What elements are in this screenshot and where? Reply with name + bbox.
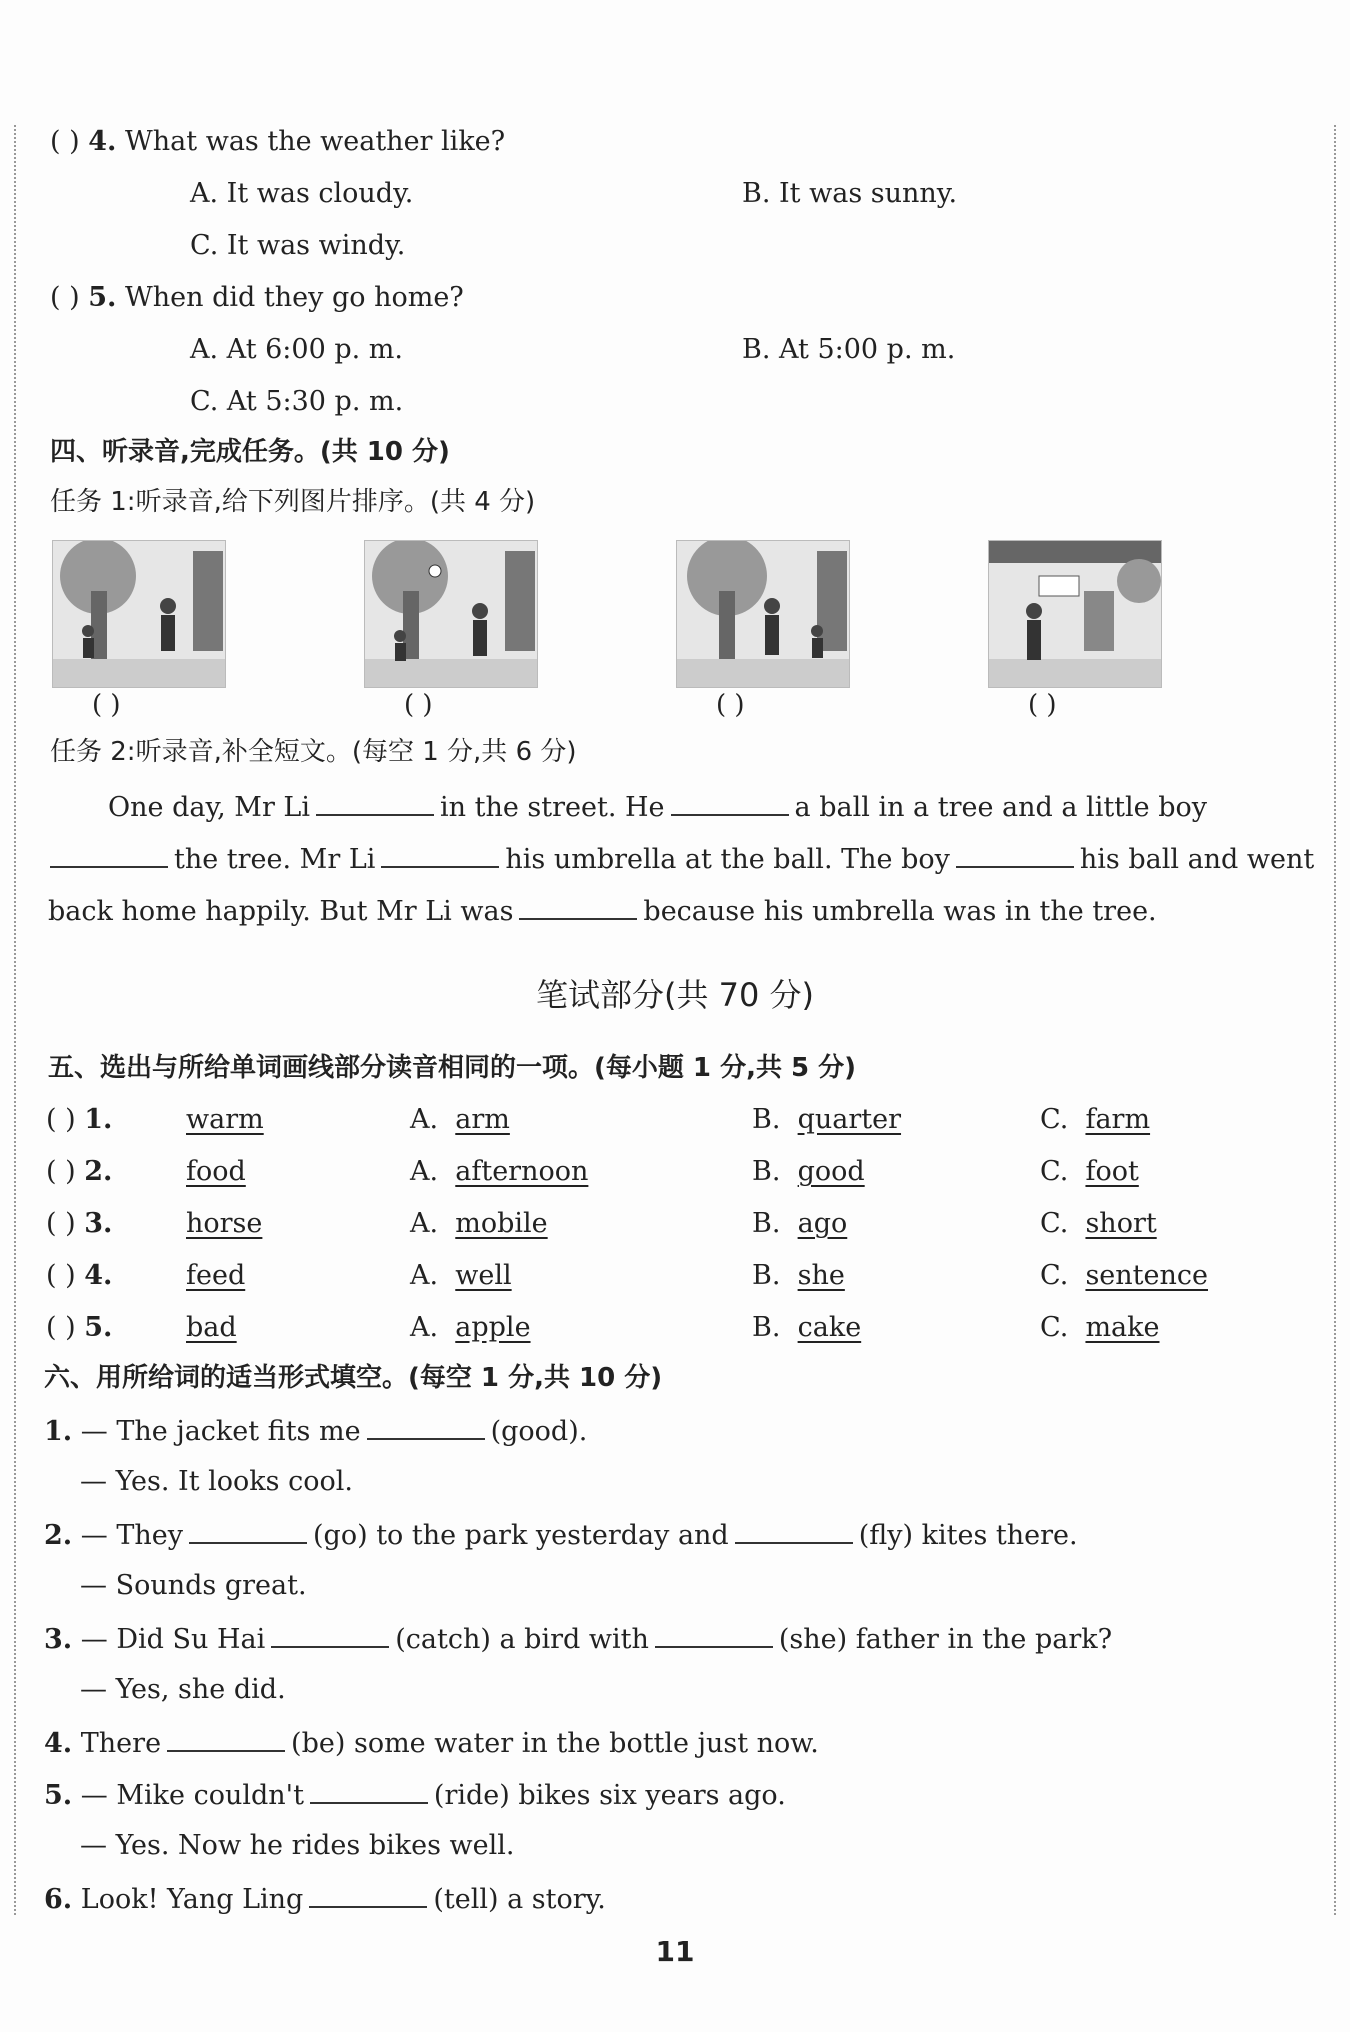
option-c[interactable] bbox=[1040, 1154, 1139, 1190]
option-b[interactable] bbox=[752, 1154, 865, 1190]
given-word-cell bbox=[186, 1258, 245, 1294]
given-word-cell bbox=[186, 1154, 246, 1190]
passage-text: back home happily. But Mr Li was bbox=[48, 896, 514, 927]
picture-4 bbox=[988, 540, 1162, 688]
fill-5 bbox=[44, 1776, 786, 1814]
answer-paren[interactable]: ( ) bbox=[46, 1208, 76, 1239]
fill-3 bbox=[44, 1620, 1112, 1658]
blank[interactable] bbox=[956, 840, 1074, 868]
item-text: (she) father in the park? bbox=[778, 1624, 1113, 1655]
question-5 bbox=[50, 280, 464, 316]
street-man-picture bbox=[989, 541, 1161, 687]
option-word: apple bbox=[455, 1312, 531, 1343]
picture-2 bbox=[364, 540, 538, 688]
answer-paren[interactable]: ( ) bbox=[46, 1104, 76, 1135]
option-letter: A. bbox=[410, 1104, 439, 1135]
option-letter: A. bbox=[410, 1312, 439, 1343]
section-6-title: 六、用所给词的适当形式填空。(每空 1 分,共 10 分) bbox=[44, 1363, 663, 1393]
blank[interactable] bbox=[735, 1516, 853, 1544]
option-a: A. It was cloudy. bbox=[190, 178, 414, 209]
picture-2-answer[interactable]: ( ) bbox=[404, 690, 433, 720]
option-a[interactable] bbox=[410, 1206, 548, 1242]
option-letter: C. bbox=[1040, 1156, 1069, 1187]
option-c[interactable] bbox=[1040, 1102, 1150, 1138]
item-text: — Mike couldn't bbox=[80, 1780, 304, 1811]
option-c[interactable] bbox=[1040, 1206, 1157, 1242]
blank[interactable] bbox=[50, 840, 168, 868]
option-word: good bbox=[797, 1156, 865, 1187]
blank[interactable] bbox=[655, 1620, 773, 1648]
picture-3 bbox=[676, 540, 850, 688]
item-number: 3. bbox=[44, 1624, 73, 1655]
answer-paren[interactable]: ( ) bbox=[50, 126, 80, 157]
picture-1 bbox=[52, 540, 226, 688]
item-number: 6. bbox=[44, 1884, 73, 1915]
question-4 bbox=[50, 124, 505, 160]
phonics-row-3 bbox=[46, 1206, 112, 1242]
phonics-row-2 bbox=[46, 1154, 112, 1190]
item-number: 5. bbox=[84, 1312, 113, 1343]
option-word: farm bbox=[1085, 1104, 1151, 1135]
item-text: — The jacket fits me bbox=[80, 1416, 361, 1447]
passage-line-2 bbox=[44, 840, 1314, 878]
option-a: A. At 6:00 p. m. bbox=[190, 334, 403, 365]
blank[interactable] bbox=[310, 1776, 428, 1804]
fill-2 bbox=[44, 1516, 1078, 1554]
item-number: 2. bbox=[84, 1156, 113, 1187]
option-word: afternoon bbox=[455, 1156, 589, 1187]
option-c[interactable] bbox=[1040, 1258, 1208, 1294]
item-number: 2. bbox=[44, 1520, 73, 1551]
passage-line-3 bbox=[48, 892, 1157, 930]
item-number: 5. bbox=[44, 1780, 73, 1811]
tree-ball-picture bbox=[365, 541, 537, 687]
item-text: (go) to the park yesterday and bbox=[313, 1520, 729, 1551]
item-text: — They bbox=[80, 1520, 183, 1551]
passage-text: the tree. Mr Li bbox=[174, 844, 376, 875]
given-word: horse bbox=[186, 1208, 263, 1239]
given-word: feed bbox=[186, 1260, 246, 1291]
passage-line-1 bbox=[108, 788, 1207, 826]
task-1-title: 任务 1:听录音,给下列图片排序。(共 4 分) bbox=[50, 487, 536, 517]
option-a[interactable] bbox=[410, 1310, 531, 1346]
tree-man-picture bbox=[677, 541, 849, 687]
option-b: B. At 5:00 p. m. bbox=[742, 334, 956, 365]
item-number: 1. bbox=[44, 1416, 73, 1447]
passage-text: his umbrella at the ball. The boy bbox=[505, 844, 950, 875]
option-word: sentence bbox=[1085, 1260, 1208, 1291]
option-letter: A. bbox=[410, 1260, 439, 1291]
option-letter: C. bbox=[1040, 1312, 1069, 1343]
item-number: 1. bbox=[84, 1104, 113, 1135]
answer-paren[interactable]: ( ) bbox=[46, 1156, 76, 1187]
option-word: make bbox=[1085, 1312, 1160, 1343]
given-word-cell bbox=[186, 1102, 264, 1138]
blank[interactable] bbox=[381, 840, 499, 868]
item-number: 4. bbox=[84, 1260, 113, 1291]
left-margin-line bbox=[14, 125, 16, 1915]
fill-2-reply: — Sounds great. bbox=[80, 1570, 307, 1601]
option-word: short bbox=[1085, 1208, 1157, 1239]
item-text: (fly) kites there. bbox=[858, 1520, 1078, 1551]
blank[interactable] bbox=[316, 788, 434, 816]
page-number: 11 bbox=[655, 1935, 695, 1968]
answer-paren[interactable]: ( ) bbox=[50, 282, 80, 313]
option-letter: A. bbox=[410, 1208, 439, 1239]
blank[interactable] bbox=[189, 1516, 307, 1544]
section-4-title: 四、听录音,完成任务。(共 10 分) bbox=[50, 437, 450, 467]
item-text: (ride) bikes six years ago. bbox=[433, 1780, 786, 1811]
blank[interactable] bbox=[671, 788, 789, 816]
picture-1-answer[interactable]: ( ) bbox=[92, 690, 121, 720]
answer-paren[interactable]: ( ) bbox=[46, 1260, 76, 1291]
option-a[interactable] bbox=[410, 1258, 512, 1294]
option-word: arm bbox=[455, 1104, 510, 1135]
given-word: bad bbox=[186, 1312, 237, 1343]
item-number: 3. bbox=[84, 1208, 113, 1239]
option-letter: B. bbox=[752, 1260, 781, 1291]
item-text: There bbox=[80, 1728, 162, 1759]
fill-5-reply: — Yes. Now he rides bikes well. bbox=[80, 1830, 515, 1861]
phonics-row-1 bbox=[46, 1102, 112, 1138]
given-word-cell bbox=[186, 1206, 262, 1242]
passage-text: One day, Mr Li bbox=[108, 792, 310, 823]
option-word: ago bbox=[797, 1208, 848, 1239]
passage-text: a ball in a tree and a little boy bbox=[794, 792, 1208, 823]
option-letter: A. bbox=[410, 1156, 439, 1187]
option-b[interactable] bbox=[752, 1258, 845, 1294]
blank[interactable] bbox=[271, 1620, 389, 1648]
option-letter: B. bbox=[752, 1312, 781, 1343]
option-c: C. At 5:30 p. m. bbox=[190, 386, 404, 417]
question-text: What was the weather like? bbox=[125, 126, 506, 157]
fill-6 bbox=[44, 1880, 606, 1918]
blank[interactable] bbox=[309, 1880, 427, 1908]
item-text: (tell) a story. bbox=[433, 1884, 606, 1915]
item-text: — Did Su Hai bbox=[80, 1624, 266, 1655]
question-text: When did they go home? bbox=[125, 282, 464, 313]
blank[interactable] bbox=[167, 1724, 285, 1752]
task-2-title: 任务 2:听录音,补全短文。(每空 1 分,共 6 分) bbox=[50, 737, 577, 767]
given-word-cell bbox=[186, 1310, 237, 1346]
phonics-row-4 bbox=[46, 1258, 112, 1294]
passage-text: his ball and went bbox=[1079, 844, 1315, 875]
option-letter: B. bbox=[752, 1156, 781, 1187]
option-word: cake bbox=[797, 1312, 862, 1343]
given-word: food bbox=[186, 1156, 246, 1187]
option-c: C. It was windy. bbox=[190, 230, 406, 261]
right-margin-line bbox=[1334, 125, 1336, 1915]
question-number: 4. bbox=[88, 126, 117, 157]
blank[interactable] bbox=[367, 1412, 485, 1440]
item-text: Look! Yang Ling bbox=[80, 1884, 304, 1915]
option-word: well bbox=[455, 1260, 512, 1291]
passage-text: in the street. He bbox=[440, 792, 665, 823]
section-5-title: 五、选出与所给单词画线部分读音相同的一项。(每小题 1 分,共 5 分) bbox=[48, 1053, 857, 1083]
passage-text: because his umbrella was in the tree. bbox=[643, 896, 1157, 927]
option-c[interactable] bbox=[1040, 1310, 1160, 1346]
item-text: (good). bbox=[490, 1416, 588, 1447]
option-letter: B. bbox=[752, 1104, 781, 1135]
option-b[interactable] bbox=[752, 1310, 861, 1346]
picture-3-answer[interactable]: ( ) bbox=[716, 690, 745, 720]
option-letter: B. bbox=[752, 1208, 781, 1239]
item-text: (catch) a bird with bbox=[395, 1624, 649, 1655]
option-word: she bbox=[797, 1260, 845, 1291]
option-letter: C. bbox=[1040, 1208, 1069, 1239]
option-b[interactable] bbox=[752, 1206, 847, 1242]
given-word: warm bbox=[186, 1104, 264, 1135]
fill-1 bbox=[44, 1412, 587, 1450]
option-b: B. It was sunny. bbox=[742, 178, 958, 209]
option-word: foot bbox=[1085, 1156, 1139, 1187]
written-part-title: 笔试部分(共 70 分) bbox=[535, 976, 815, 1014]
tree-boy-picture bbox=[53, 541, 225, 687]
picture-4-answer[interactable]: ( ) bbox=[1028, 690, 1057, 720]
question-number: 5. bbox=[88, 282, 117, 313]
fill-4 bbox=[44, 1724, 819, 1762]
item-text: (be) some water in the bottle just now. bbox=[291, 1728, 819, 1759]
item-number: 4. bbox=[44, 1728, 73, 1759]
option-letter: C. bbox=[1040, 1260, 1069, 1291]
option-word: mobile bbox=[455, 1208, 548, 1239]
option-a[interactable] bbox=[410, 1154, 588, 1190]
option-letter: C. bbox=[1040, 1104, 1069, 1135]
option-word: quarter bbox=[797, 1104, 902, 1135]
blank[interactable] bbox=[519, 892, 637, 920]
fill-1-reply: — Yes. It looks cool. bbox=[80, 1466, 353, 1497]
answer-paren[interactable]: ( ) bbox=[46, 1312, 76, 1343]
phonics-row-5 bbox=[46, 1310, 112, 1346]
fill-3-reply: — Yes, she did. bbox=[80, 1674, 286, 1705]
option-a[interactable] bbox=[410, 1102, 510, 1138]
option-b[interactable] bbox=[752, 1102, 901, 1138]
